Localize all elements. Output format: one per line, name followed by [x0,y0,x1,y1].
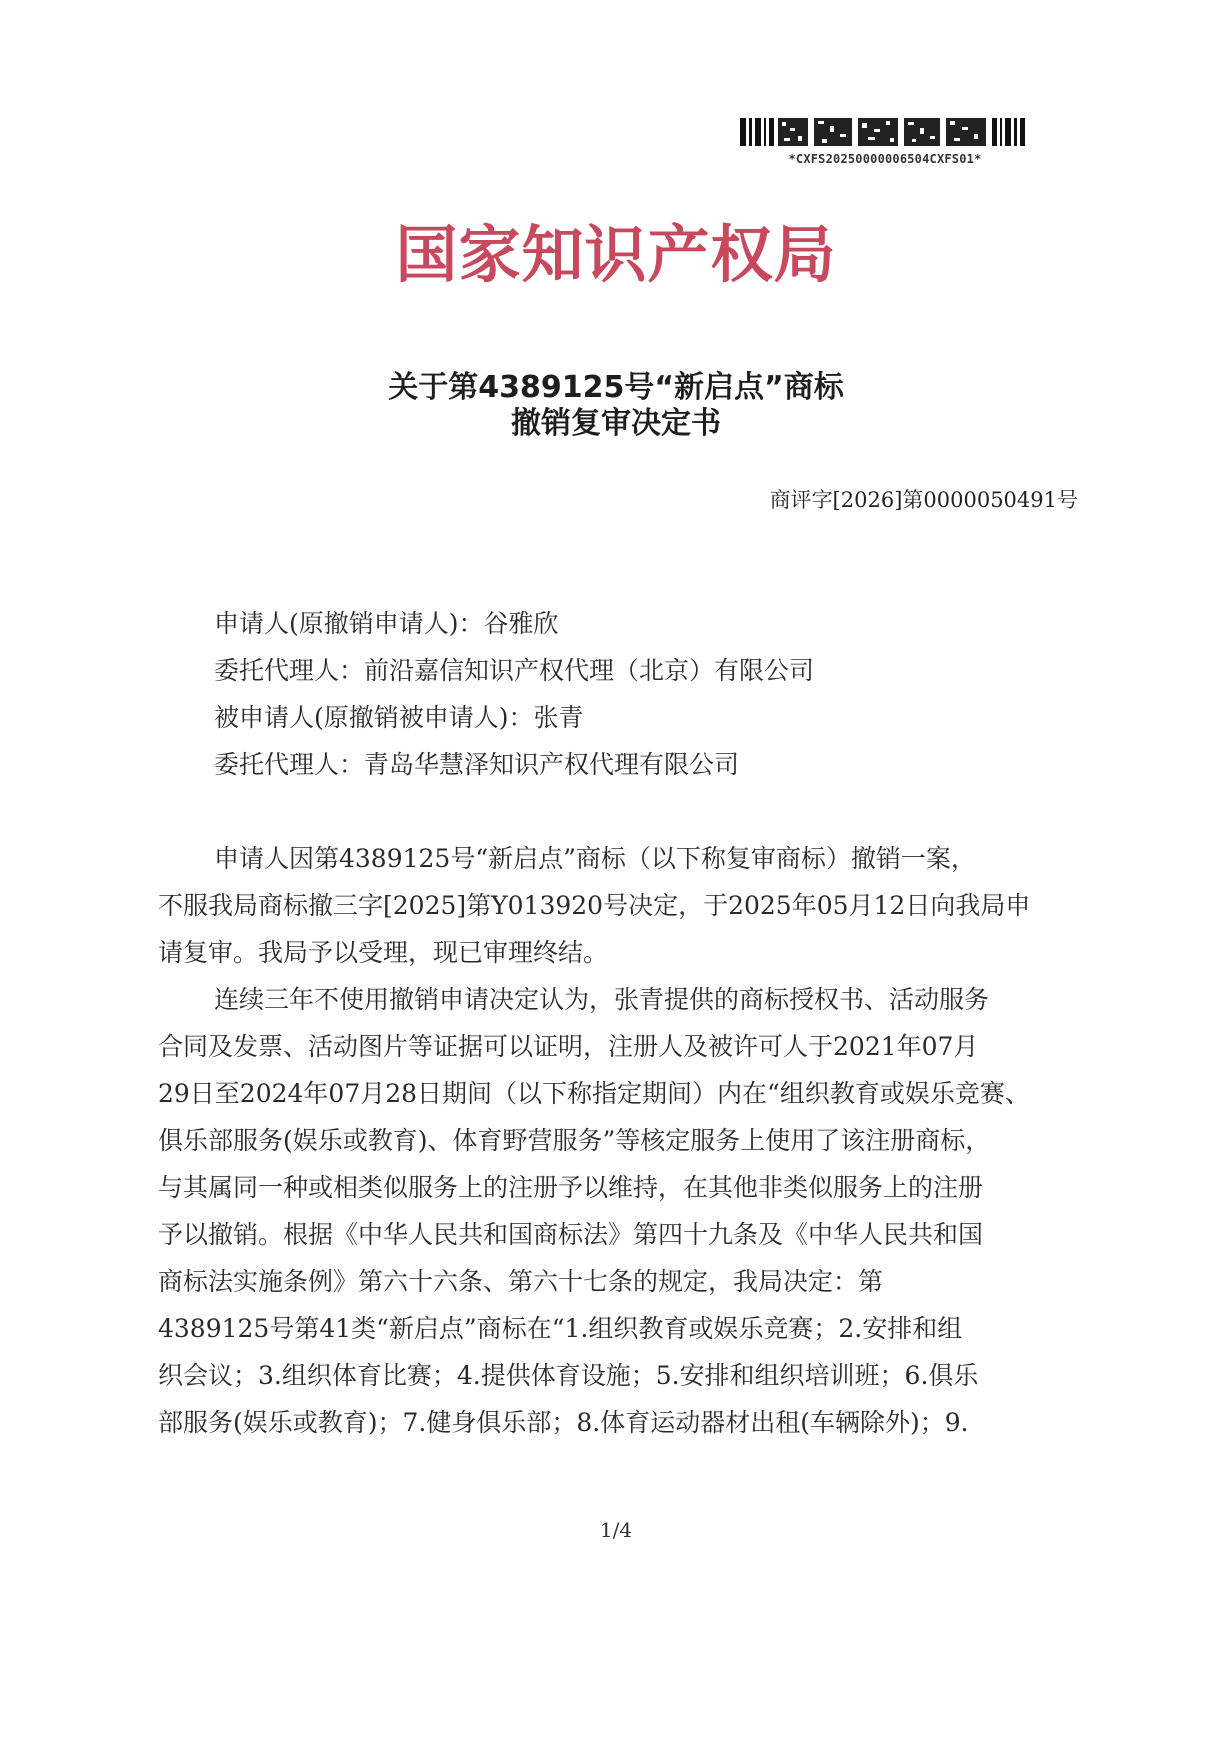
body-line: 俱乐部服务(娱乐或教育)、体育野营服务”等核定服务上使用了该注册商标， [158,1126,991,1155]
barcode-text: *CXFS20250000006504CXFS01* [788,152,982,166]
body-line: 不服我局商标撤三字[2025]第Y013920号决定，于2025年05月12日向我局申 [158,891,1031,920]
decision-body [158,835,1078,1446]
document-title [0,370,1232,442]
body-line: 连续三年不使用撤销申请决定认为，张青提供的商标授权书、活动服务 [214,985,990,1014]
barcode-image [740,114,1030,148]
respondent-line: 被申请人(原撤销被申请人)：张青 [214,703,584,732]
body-line: 予以撤销。根据《中华人民共和国商标法》第四十九条及《中华人民共和国 [158,1220,984,1249]
applicant-agent-line: 委托代理人：前沿嘉信知识产权代理（北京）有限公司 [214,656,815,685]
applicant-line: 申请人(原撤销申请人)：谷雅欣 [214,609,559,638]
body-line: 织会议；3.组织体育比赛；4.提供体育设施；5.安排和组织培训班；6.俱乐 [158,1361,979,1390]
title-line-2: 撤销复审决定书 [511,406,721,441]
body-line: 申请人因第4389125号“新启点”商标（以下称复审商标）撤销一案， [214,844,976,873]
body-line: 合同及发票、活动图片等证据可以证明，注册人及被许可人于2021年07月 [158,1032,979,1061]
parties-section [214,600,814,788]
respondent-agent-line: 委托代理人：青岛华慧泽知识产权代理有限公司 [214,750,740,779]
document-barcode [740,114,1030,166]
paragraph-2 [158,976,1078,1446]
body-line: 商标法实施条例》第六十六条、第六十七条的规定，我局决定：第 [158,1267,884,1296]
page-number: 1/4 [599,1518,633,1542]
agency-name: 国家知识产权局 [395,218,837,291]
body-line: 与其属同一种或相类似服务上的注册予以维持，在其他非类似服务上的注册 [158,1173,984,1202]
body-line: 4389125号第41类“新启点”商标在“1.组织教育或娱乐竞赛；2.安排和组 [158,1314,963,1343]
body-line: 请复审。我局予以受理，现已审理终结。 [158,938,609,967]
document-number: 商评字[2026]第0000050491号 [769,488,1078,512]
body-line: 部服务(娱乐或教育)；7.健身俱乐部；8.体育运动器材出租(车辆除外)；9. [158,1408,969,1437]
paragraph-1 [158,835,1078,976]
body-line: 29日至2024年07月28日期间（以下称指定期间）内在“组织教育或娱乐竞赛、 [158,1079,1030,1108]
title-line-1: 关于第4389125号“新启点”商标 [388,370,844,405]
